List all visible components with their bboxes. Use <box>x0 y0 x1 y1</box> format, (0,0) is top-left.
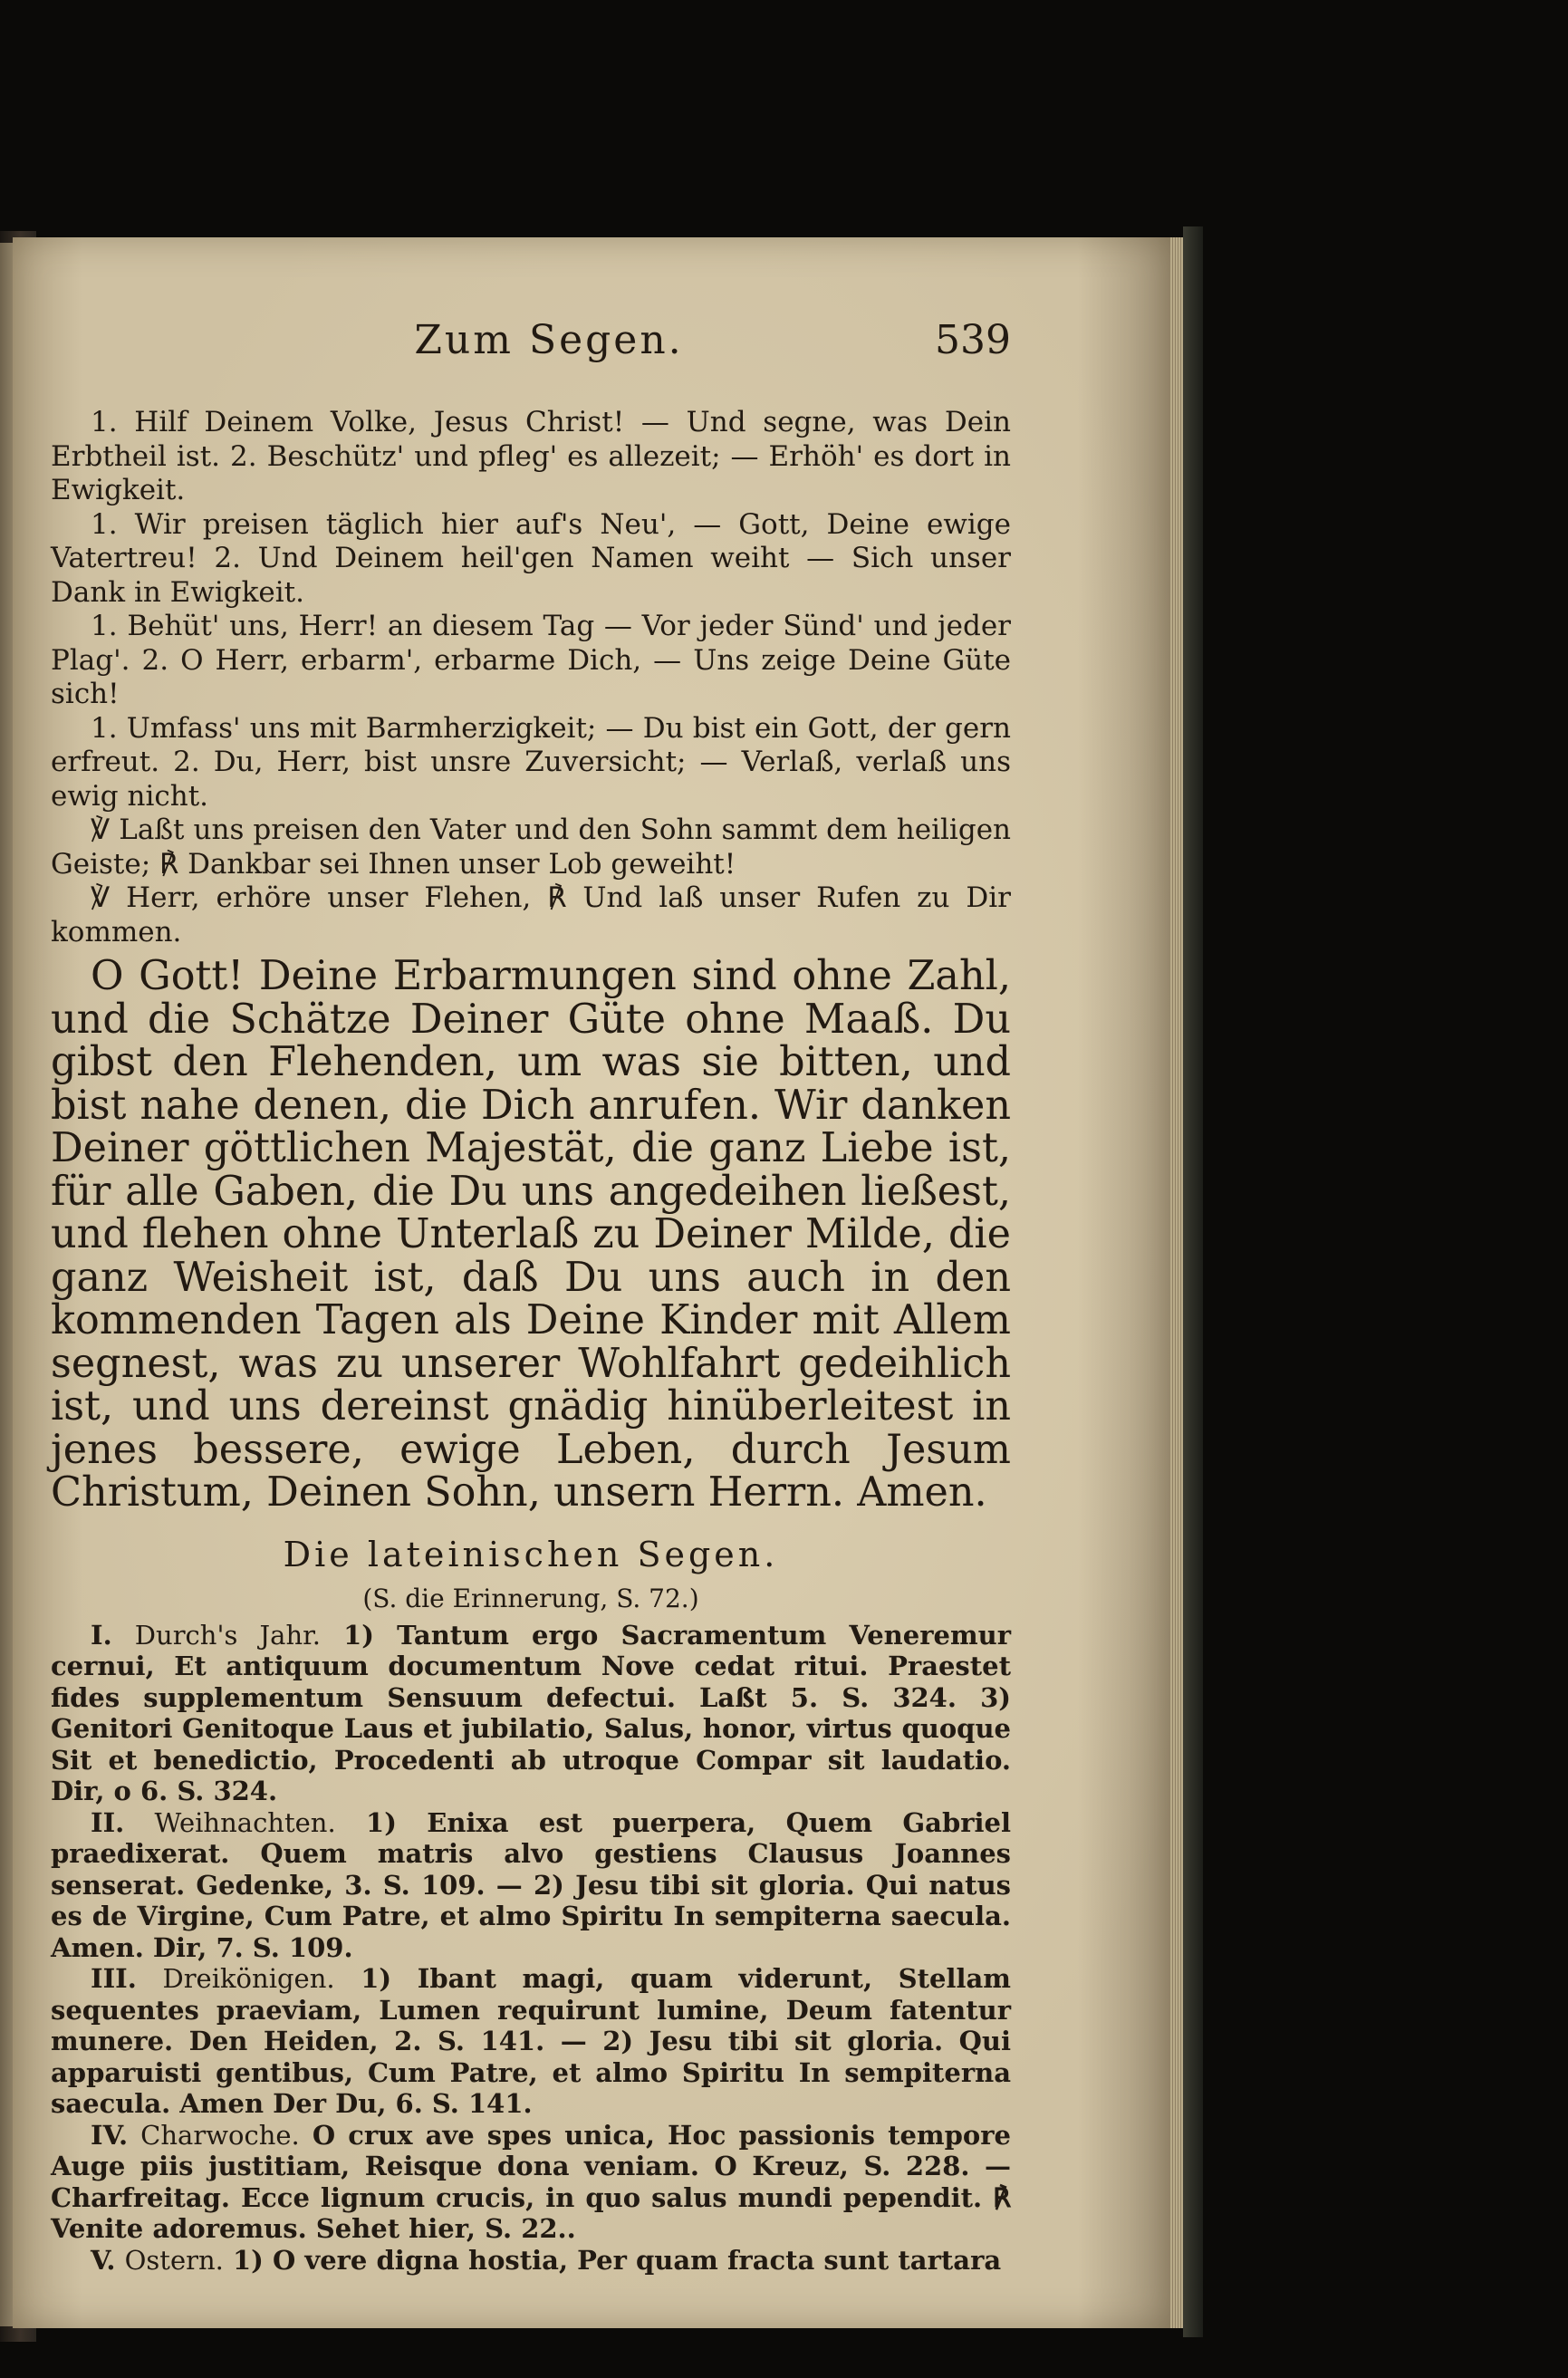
entry-text: 1) Ibant magi, quam viderunt, Stellam sequentes praeviam, Lumen requirunt lumine, Deum fatentur munere. Den Heiden, 2. S. 141. — 2) Jesu tibi sit gloria. Qui apparuisti gentibus, Cum Patre, et almo Spiritu In sempiterna saecula. Amen Der Du, 6. S. 141. <box>51 1963 1011 2119</box>
section-heading: Die lateinischen Segen. <box>283 1534 779 1574</box>
page-header <box>51 317 1011 380</box>
prayer-paragraph: O Gott! Deine Erbarmungen sind ohne Zahl, und die Schätze Deiner Güte ohne Maaß. Du gibst den Flehenden, um was sie bitten, und bist nahe denen, die Dich anrufen. Wir danken Deiner göttlichen Majestät, die ganz Liebe ist, für alle Gaben, die Du uns angedeihen ließest, und flehen ohne Unterlaß zu Deiner Milde, die ganz Weisheit ist, daß Du uns auch in den kommenden Tagen als Deine Kinder mit Allem segnest, was zu unserer Wohlfahrt gedeihlich ist, und uns dereinst gnädig hinüberleitest in jenes bessere, ewige Leben, durch Jesum Christum, Deinen Sohn, unsern Herrn. Amen. <box>51 953 1011 1516</box>
response-verse: 1. Hilf Deinem Volke, Jesus Christ! — Und segne, was Dein Erbtheil ist. 2. Beschütz' und pfleg' es allezeit; — Erhöh' es dort in Ewigkeit. <box>51 406 1011 506</box>
entry-number: II. <box>91 1806 125 1838</box>
versicle: ℣ Herr, erhöre unser Flehen, ℟ Und laß unser Rufen zu Dir kommen. <box>51 881 1011 948</box>
entry-text: 1) Tantum ergo Sacramentum Veneremur cernui, Et antiquum documentum Nove cedat ritui. Praestet fides supplementum Sensuum defectui. Laßt 5. S. 324. 3) Genitori Genitoque Laus et jubilatio, Salus, honor, virtus quoque Sit et benedictio, Procedenti ab utroque Compar sit laudatio. Dir, o 6. S. 324. <box>51 1619 1011 1806</box>
entry-number: I. <box>91 1619 112 1651</box>
page-number: 539 <box>935 317 1011 363</box>
entry-number: V. <box>91 2244 116 2276</box>
entry-label: Durch's Jahr. <box>134 1619 322 1651</box>
versicle: ℣ Laßt uns preisen den Vater und den Sohn sammt dem heiligen Geiste; ℟ Dankbar sei Ihnen unser Lob geweiht! <box>51 814 1011 881</box>
latin-entry <box>51 1620 1011 1807</box>
running-title: Zum Segen. <box>414 317 684 363</box>
entry-number: IV. <box>91 2119 129 2151</box>
response-verse: 1. Wir preisen täglich hier auf's Neu', — Gott, Deine ewige Vatertreu! 2. Und Deinem heil'gen Namen weiht — Sich unser Dank in Ewigkeit. <box>51 507 1011 609</box>
page-text-block <box>51 317 1011 2276</box>
latin-entry <box>51 2120 1011 2245</box>
entry-label: Dreikönigen. <box>162 1963 335 1994</box>
entry-label: Charwoche. <box>140 2119 300 2151</box>
section-note: (S. die Erinnerung, S. 72.) <box>362 1583 699 1613</box>
latin-entry <box>51 1963 1011 2120</box>
latin-entry <box>51 1807 1011 1964</box>
response-verse: 1. Behüt' uns, Herr! an diesem Tag — Vor jeder Sünd' und jeder Plag'. 2. O Herr, erbarm', erbarme Dich, — Uns zeige Deine Güte sich! <box>51 610 1011 710</box>
response-verse: 1. Umfass' uns mit Barmherzigkeit; — Du bist ein Gott, der gern erfreut. 2. Du, Herr, bist unsre Zuversicht; — Verlaß, verlaß uns ewig nicht. <box>51 711 1011 813</box>
entry-text: O crux ave spes unica, Hoc passionis tempore Auge piis justitiam, Reisque dona veniam. O Kreuz, S. 228. — Charfreitag. Ecce lignum crucis, in quo salus mundi pependit. ℟ Venite adoremus. Sehet hier, S. 22.. <box>51 2119 1011 2244</box>
entry-number: III. <box>91 1963 137 1994</box>
book-cover-edge <box>1183 226 1203 2337</box>
entry-text: 1) Enixa est puerpera, Quem Gabriel praedixerat. Quem matris alvo gestiens Clausus Joannes senserat. Gedenke, 3. S. 109. — 2) Jesu tibi sit gloria. Qui natus es de Virgine, Cum Patre, et almo Spiritu In sempiterna saecula. Amen. Dir, 7. S. 109. <box>51 1806 1011 1963</box>
entry-label: Ostern. <box>124 2244 224 2276</box>
page-stack-edge <box>1170 237 1183 2328</box>
latin-entry <box>51 2245 1011 2277</box>
entry-label: Weihnachten. <box>154 1806 336 1838</box>
entry-text: 1) O vere digna hostia, Per quam fracta sunt tartara <box>232 2244 1002 2276</box>
